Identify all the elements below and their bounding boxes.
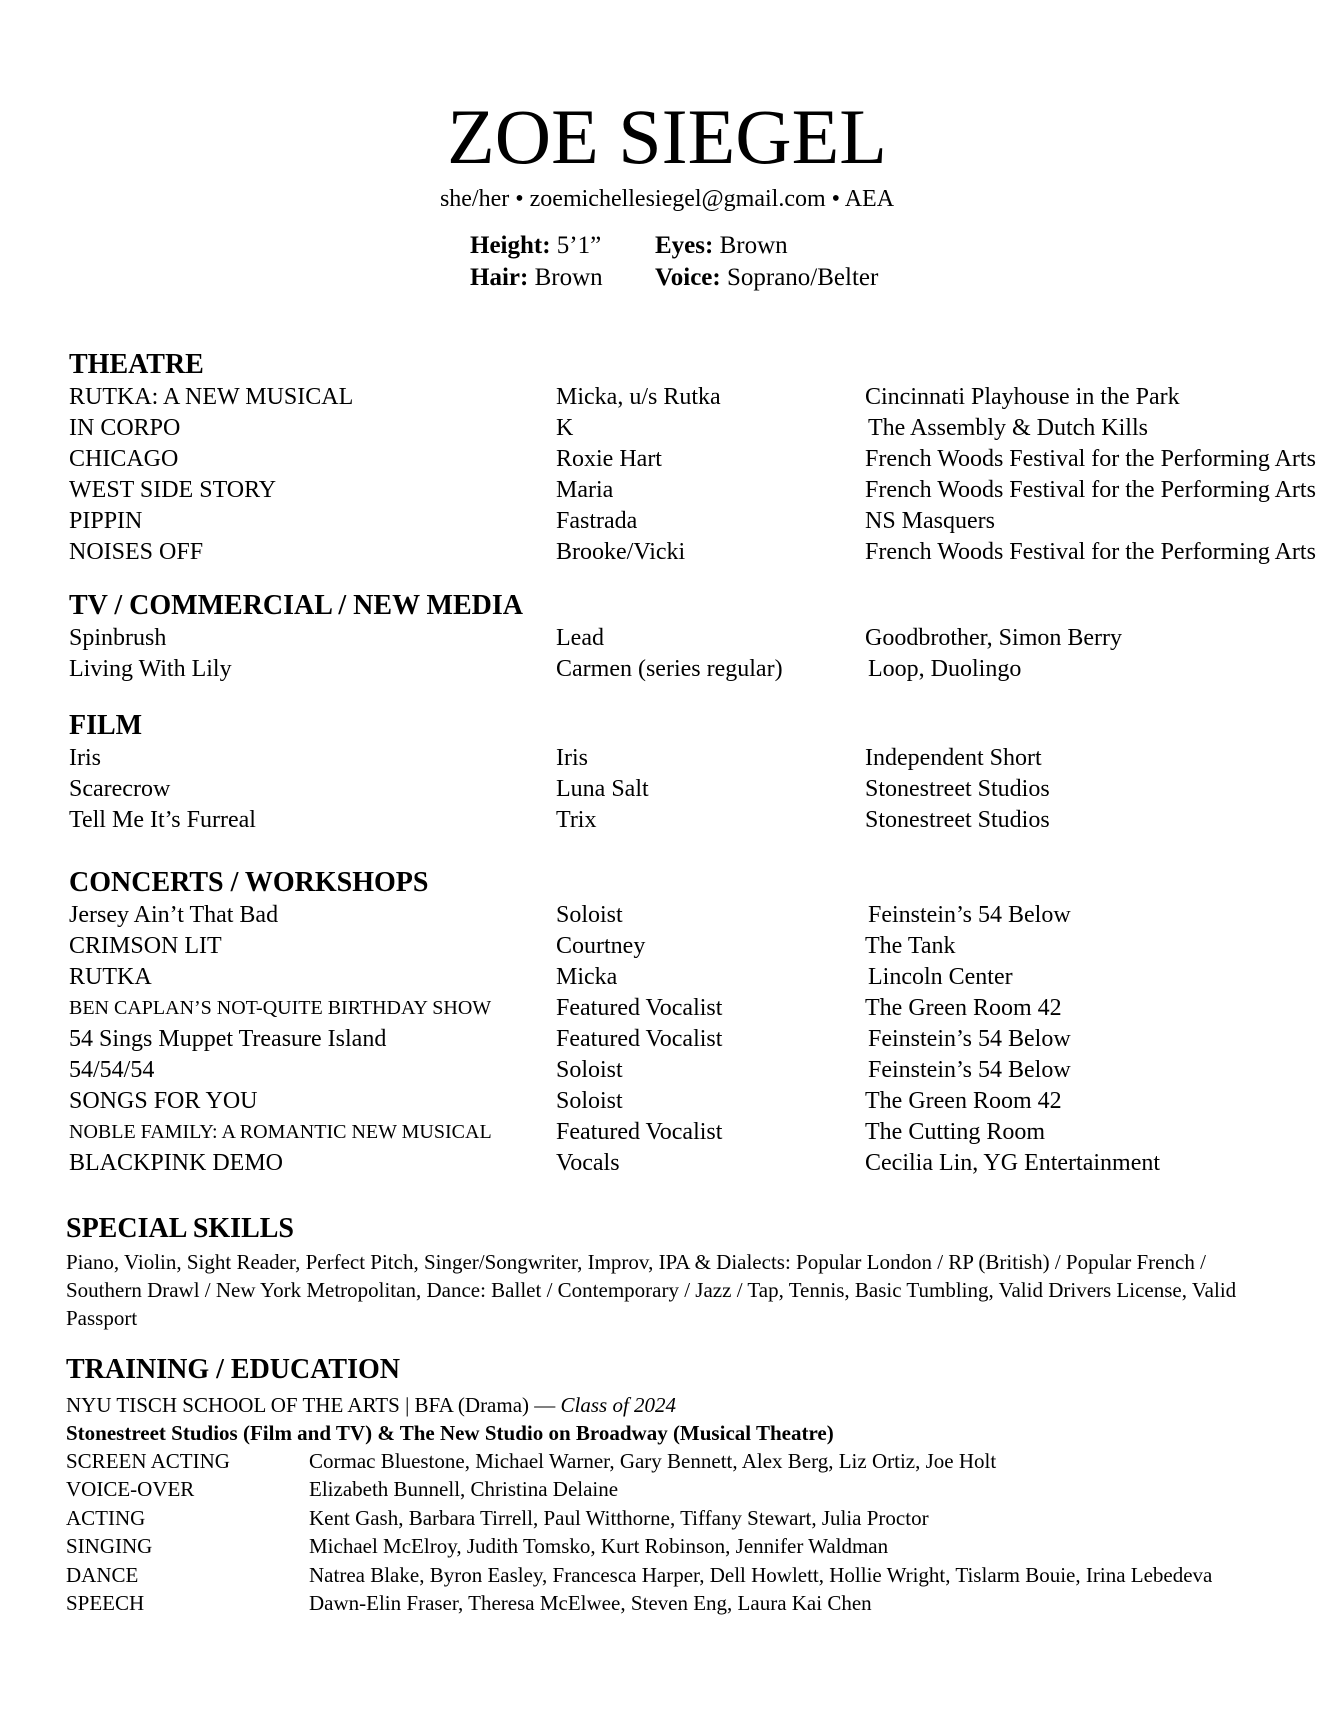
credit-row [0,962,1334,993]
credit-row [0,506,1334,537]
stat-height [470,230,601,262]
credit-row [0,993,1334,1024]
credit-venue: Loop, Duolingo [868,656,1022,682]
credit-role: Fastrada [556,508,638,534]
credit-title: SONGS FOR YOU [69,1088,258,1114]
credit-role: Micka [556,964,618,990]
credit-row [0,413,1334,444]
credit-title: IN CORPO [69,415,181,441]
credit-role: Lead [556,625,604,651]
credit-row [0,537,1334,568]
credit-venue: Cecilia Lin, YG Entertainment [865,1150,1161,1176]
credit-row [0,444,1334,475]
credit-role: Maria [556,477,614,503]
credit-title: WEST SIDE STORY [69,477,277,503]
credit-venue: Cincinnati Playhouse in the Park [865,384,1180,410]
stat-value: Soprano/Belter [726,264,879,291]
credit-row [0,1086,1334,1117]
credit-venue: The Tank [865,933,956,959]
training-discipline: SPEECH [66,1591,145,1615]
training-discipline: SINGING [66,1534,153,1559]
school-line [66,1391,676,1419]
credit-title: RUTKA [69,964,152,990]
credit-venue: Independent Short [865,745,1042,771]
credit-row [0,1055,1334,1086]
stat-value: Brown [719,232,788,259]
credit-venue: French Woods Festival for the Performing Arts [865,477,1316,503]
credit-row [0,900,1334,931]
training-instructors: Michael McElroy, Judith Tomsko, Kurt Robinson, Jennifer Waldman [309,1534,889,1559]
credit-row [0,931,1334,962]
training-instructors: Cormac Bluestone, Michael Warner, Gary Bennett, Alex Berg, Liz Ortiz, Joe Holt [309,1449,997,1473]
studios-line: Stonestreet Studios (Film and TV) & The New Studio on Broadway (Musical Theatre) [66,1421,834,1445]
training-row [0,1475,1334,1503]
training-discipline: VOICE-OVER [66,1477,195,1502]
credit-venue: Goodbrother, Simon Berry [865,625,1123,651]
training-instructors: Natrea Blake, Byron Easley, Francesca Harper, Dell Howlett, Hollie Wright, Tislarm Bouie, Irina Lebedeva [309,1562,1213,1587]
stat-voice [655,262,878,294]
credit-venue: The Green Room 42 [865,995,1062,1021]
credit-row [0,475,1334,506]
stat-label: Height: [470,232,551,259]
section-heading: FILM [69,710,143,741]
credit-venue: Stonestreet Studios [865,776,1050,802]
section-heading-training: TRAINING / EDUCATION [66,1354,400,1385]
credit-title: 54/54/54 [69,1057,155,1083]
credit-role: Soloist [556,902,623,928]
credit-title: RUTKA: A NEW MUSICAL [69,384,354,410]
training-row [0,1532,1334,1560]
credit-role: Brooke/Vicki [556,539,686,565]
credit-row [0,805,1334,836]
credit-role: Soloist [556,1057,623,1083]
credit-venue: Lincoln Center [868,964,1013,990]
training-discipline: DANCE [66,1562,139,1587]
resume-name: ZOE SIEGEL [447,93,887,180]
credit-title: NOBLE FAMILY: A ROMANTIC NEW MUSICAL [69,1121,492,1143]
credit-venue: The Green Room 42 [865,1088,1062,1114]
credit-role: Iris [556,745,588,771]
credit-row [0,1117,1334,1148]
credit-row [0,1024,1334,1055]
credit-row [0,654,1334,685]
credit-title: BEN CAPLAN’S NOT-QUITE BIRTHDAY SHOW [69,997,492,1019]
credit-role: Micka, u/s Rutka [556,384,721,410]
stat-hair [470,262,603,294]
credit-title: Tell Me It’s Furreal [69,807,256,833]
school-name: NYU TISCH SCHOOL OF THE ARTS | BFA (Drama) — [66,1393,561,1417]
credit-title: CRIMSON LIT [69,933,222,959]
training-row [0,1561,1334,1589]
contact-line: she/her • zoemichellesiegel@gmail.com • AEA [439,186,895,212]
credit-title: Iris [69,745,101,771]
credit-role: Carmen (series regular) [556,656,783,682]
credit-venue: Stonestreet Studios [865,807,1050,833]
credit-row [0,1148,1334,1179]
credit-title: Scarecrow [69,776,171,802]
credit-role: Soloist [556,1088,623,1114]
credit-title: BLACKPINK DEMO [69,1150,284,1176]
class-of: Class of 2024 [560,1393,677,1417]
credit-title: Spinbrush [69,625,167,651]
credit-venue: Feinstein’s 54 Below [868,1026,1071,1052]
section-heading-skills: SPECIAL SKILLS [66,1213,294,1244]
stat-value: 5’1” [556,232,602,259]
credit-venue: The Cutting Room [865,1119,1045,1145]
credit-role: Vocals [556,1150,620,1176]
credit-title: CHICAGO [69,446,179,472]
section-heading: THEATRE [69,349,204,380]
training-row [0,1504,1334,1532]
training-row [0,1589,1334,1617]
stat-eyes [655,230,788,262]
stat-value: Brown [534,264,603,291]
credit-title: Jersey Ain’t That Bad [69,902,279,928]
training-instructors: Dawn-Elin Fraser, Theresa McElwee, Steven Eng, Laura Kai Chen [309,1591,872,1615]
credit-title: NOISES OFF [69,539,204,565]
credit-venue: Feinstein’s 54 Below [868,902,1071,928]
skills-text: Piano, Violin, Sight Reader, Perfect Pitch, Singer/Songwriter, Improv, IPA & Dialects: Popular London / RP (British) / Popular French / Southern Drawl / New York Metropolitan, Dance: Ballet / Contemporary / Jazz / Tap, Tennis, Basic Tumbling, Valid Drivers License, Valid Passport [66,1250,1237,1330]
training-instructors: Elizabeth Bunnell, Christina Delaine [309,1477,619,1502]
credit-role: K [556,415,574,441]
credit-venue: The Assembly & Dutch Kills [868,415,1148,441]
credit-role: Featured Vocalist [556,1026,723,1052]
credit-title: 54 Sings Muppet Treasure Island [69,1026,387,1052]
credit-row [0,623,1334,654]
credit-venue: NS Masquers [865,508,995,534]
credit-title: Living With Lily [69,656,232,682]
credit-venue: French Woods Festival for the Performing Arts [865,446,1316,472]
stat-label: Hair: [470,264,529,291]
credit-role: Featured Vocalist [556,995,723,1021]
credit-role: Featured Vocalist [556,1119,723,1145]
credit-role: Luna Salt [556,776,649,802]
credit-title: PIPPIN [69,508,143,534]
credit-venue: Feinstein’s 54 Below [868,1057,1071,1083]
credit-role: Trix [556,807,597,833]
training-row [0,1447,1334,1475]
credit-role: Courtney [556,933,646,959]
credit-row [0,743,1334,774]
training-discipline: ACTING [66,1505,146,1530]
section-heading: TV / COMMERCIAL / NEW MEDIA [69,590,524,621]
training-discipline: SCREEN ACTING [66,1449,230,1473]
credit-row [0,382,1334,413]
stat-label: Voice: [655,264,721,291]
section-heading: CONCERTS / WORKSHOPS [69,867,429,898]
credit-row [0,774,1334,805]
stat-label: Eyes: [655,232,714,259]
credit-role: Roxie Hart [556,446,662,472]
credit-venue: French Woods Festival for the Performing Arts [865,539,1316,565]
training-instructors: Kent Gash, Barbara Tirrell, Paul Witthorne, Tiffany Stewart, Julia Proctor [309,1505,929,1530]
